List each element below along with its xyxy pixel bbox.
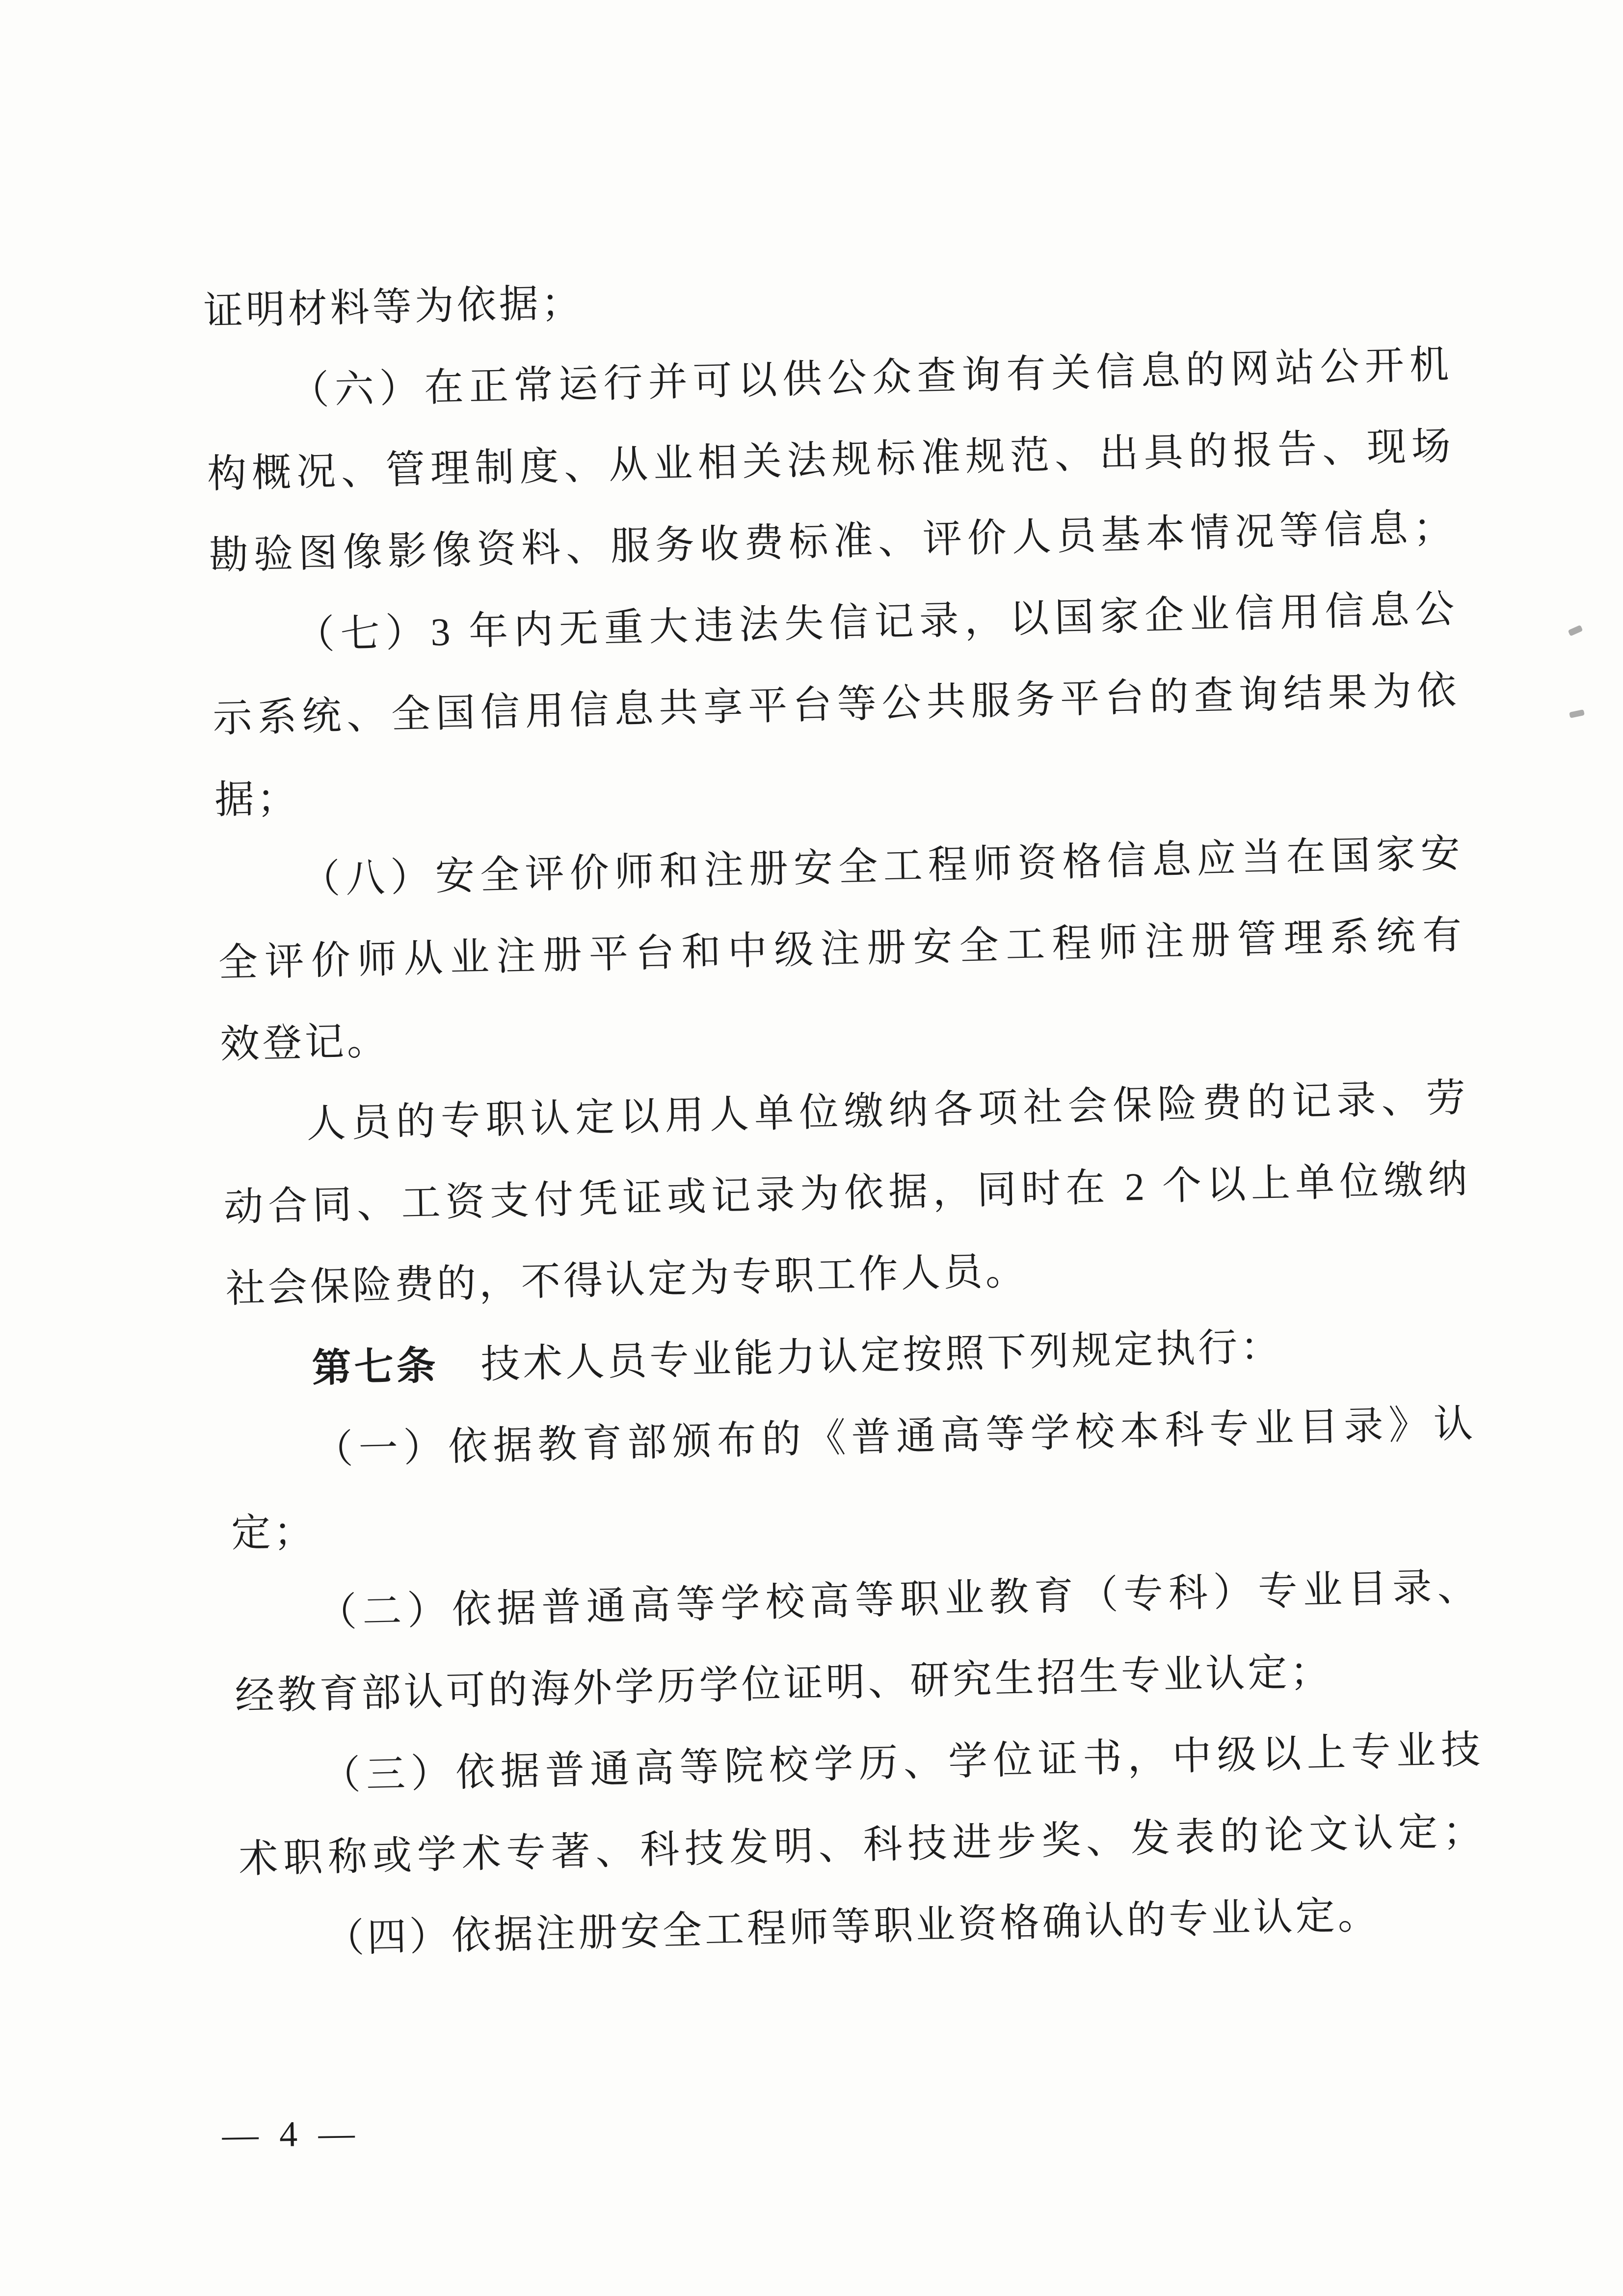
text-segment: 术职称或学术专著、科技发明、科技进步奖、发表的论文认定； (238, 1810, 1486, 1882)
text-segment: 证明材料等为依据； (203, 281, 584, 333)
text-segment: （七）3 年内无重大违法失信记录，以国家企业信用信息公 (294, 588, 1458, 657)
text-segment: 勘验图像影像资料、服务收费标准、评价人员基本情况等信息； (209, 506, 1456, 578)
text-segment: 效登记。 (219, 1019, 390, 1067)
text-segment: 构概况、管理制度、从业相关法规标准规范、出具的报告、现场 (207, 425, 1454, 496)
page-number: — 4 — (222, 2113, 361, 2156)
text-segment: 社会保险费的，不得认定为专职工作人员。 (225, 1249, 1028, 1311)
scan-artifact-speck (1568, 625, 1583, 636)
text-segment: 定； (231, 1510, 317, 1556)
text-segment: （二）依据普通高等学校高等职业教育（专科）专业目录、 (317, 1565, 1480, 1635)
text-segment: 人员的专职认定以用人单位缴纳各项社会保险费的记录、劳 (306, 1076, 1469, 1146)
text-segment: 经教育部认可的海外学历学位证明、研究生招生专业认定； (234, 1650, 1333, 1719)
text-segment: 据； (214, 777, 300, 822)
document-body (203, 243, 1488, 1982)
text-segment: （八）安全评价师和注册安全工程师资格信息应当在国家安 (300, 832, 1463, 902)
text-segment: 技术人员专业能力认定按照下列规定执行： (438, 1325, 1283, 1388)
text-segment: （一）依据教育部颁布的《普通高等学校本科专业目录》认 (313, 1402, 1476, 1472)
article-number: 第七条 (311, 1344, 439, 1391)
text-segment: （四）依据注册安全工程师等职业资格确认的专业认定。 (324, 1893, 1381, 1961)
text-segment: 示系统、全国信用信息共享平台等公共服务平台的查询结果为依 (212, 669, 1460, 741)
text-segment: 全评价师从业注册平台和中级注册安全工程师注册管理系统有 (218, 914, 1465, 985)
scan-artifact-speck (1569, 709, 1585, 718)
text-segment: （三）依据普通高等院校学历、学位证书，中级以上专业技 (320, 1728, 1484, 1798)
text-segment: （六）在正常运行并可以供公众查询有关信息的网站公开机 (289, 343, 1452, 413)
text-segment: 动合同、工资支付凭证或记录为依据，同时在 2 个以上单位缴纳 (223, 1158, 1471, 1230)
